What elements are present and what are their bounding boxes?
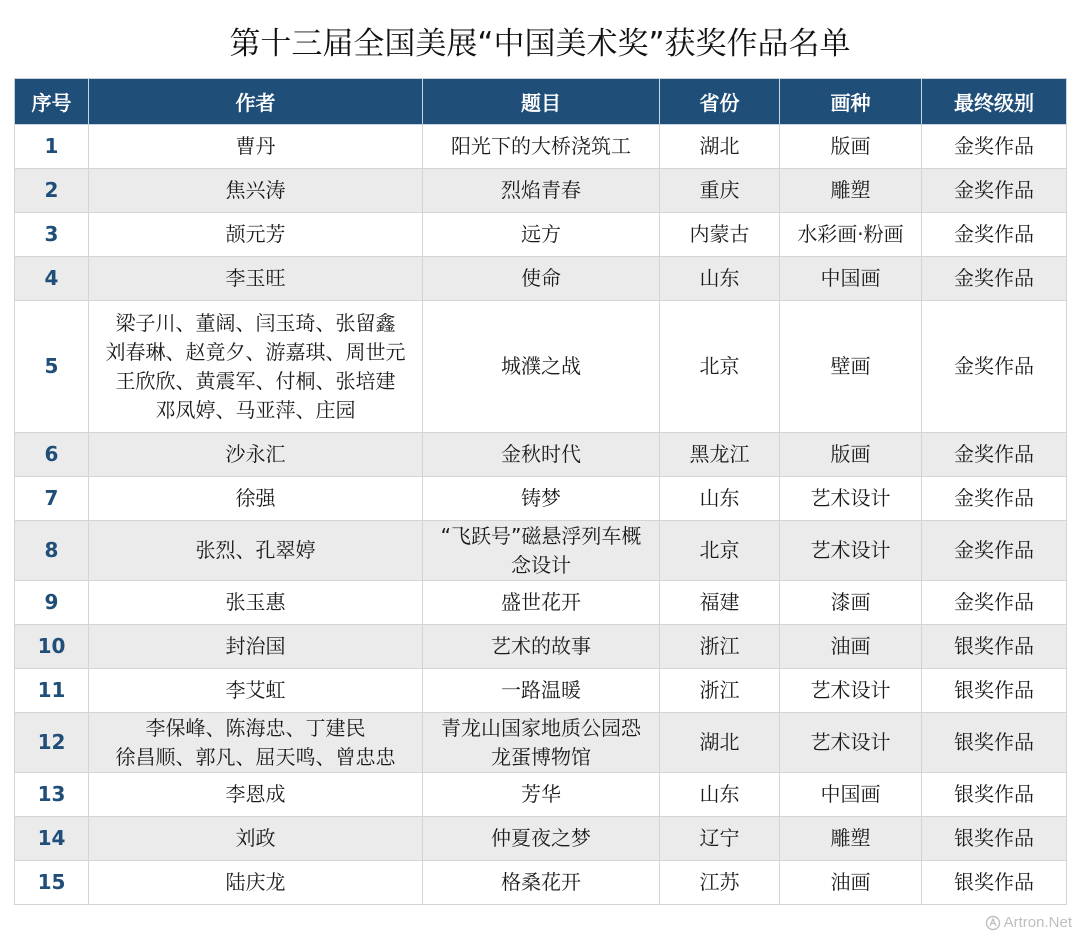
- cell-title: [423, 861, 660, 905]
- cell-province: 福建: [660, 581, 780, 625]
- header-title: 题目: [423, 79, 660, 125]
- cell-authors: [89, 817, 423, 861]
- cell-authors-line: 李艾虹: [225, 678, 286, 702]
- cell-medium: 中国画: [780, 773, 922, 817]
- cell-index: 15: [15, 861, 89, 905]
- table-row: [15, 125, 1067, 169]
- cell-authors: [89, 625, 423, 669]
- table-row: [15, 477, 1067, 521]
- cell-province: 湖北: [660, 713, 780, 773]
- header-index: 序号: [15, 79, 89, 125]
- cell-medium: 中国画: [780, 257, 922, 301]
- cell-index: 12: [15, 713, 89, 773]
- cell-level: 金奖作品: [922, 581, 1067, 625]
- cell-authors-line: 张玉惠: [225, 590, 286, 614]
- cell-title-line: 城濮之战: [501, 354, 581, 378]
- cell-province: 重庆: [660, 169, 780, 213]
- cell-title: [423, 257, 660, 301]
- cell-title-line: 青龙山国家地质公园恐: [441, 715, 641, 740]
- cell-title: [423, 625, 660, 669]
- cell-authors: [89, 301, 423, 433]
- cell-province: 山东: [660, 477, 780, 521]
- cell-province: 北京: [660, 301, 780, 433]
- cell-title-line: 远方: [521, 222, 561, 246]
- cell-title: [423, 213, 660, 257]
- table-row: [15, 433, 1067, 477]
- cell-title: [423, 773, 660, 817]
- cell-province: 浙江: [660, 669, 780, 713]
- cell-level: 金奖作品: [922, 169, 1067, 213]
- cell-province: 辽宁: [660, 817, 780, 861]
- table-row: [15, 713, 1067, 773]
- table-row: [15, 213, 1067, 257]
- cell-level: 金奖作品: [922, 257, 1067, 301]
- cell-title: [423, 477, 660, 521]
- table-row: [15, 581, 1067, 625]
- cell-authors-line: 颉元芳: [225, 222, 286, 246]
- cell-title: [423, 521, 660, 581]
- table-row: [15, 861, 1067, 905]
- cell-level: 金奖作品: [922, 433, 1067, 477]
- page-title: 第十三届全国美展“中国美术奖”获奖作品名单: [229, 26, 851, 62]
- cell-index: 11: [15, 669, 89, 713]
- cell-authors: [89, 477, 423, 521]
- cell-index: 9: [15, 581, 89, 625]
- cell-level: 金奖作品: [922, 477, 1067, 521]
- cell-index: 5: [15, 301, 89, 433]
- cell-authors-line: 刘春琳、赵竟夕、游嘉琪、周世元: [105, 339, 406, 364]
- cell-index: 13: [15, 773, 89, 817]
- cell-province: 江苏: [660, 861, 780, 905]
- cell-level: 银奖作品: [922, 669, 1067, 713]
- cell-authors: [89, 713, 423, 773]
- table-row: [15, 257, 1067, 301]
- table-header-row: [15, 79, 1067, 125]
- cell-title: [423, 817, 660, 861]
- cell-title-line: 金秋时代: [501, 442, 581, 466]
- cell-title-line: 龙蛋博物馆: [491, 744, 591, 769]
- cell-title-line: 仲夏夜之梦: [491, 826, 591, 850]
- cell-index: 10: [15, 625, 89, 669]
- header-level: 最终级别: [922, 79, 1067, 125]
- table-row: [15, 773, 1067, 817]
- cell-title: [423, 125, 660, 169]
- table-row: [15, 169, 1067, 213]
- table-row: [15, 521, 1067, 581]
- cell-index: 14: [15, 817, 89, 861]
- cell-medium: 壁画: [780, 301, 922, 433]
- cell-index: 3: [15, 213, 89, 257]
- cell-authors-line: 梁子川、董阔、闫玉琦、张留鑫: [115, 310, 396, 335]
- cell-index: 1: [15, 125, 89, 169]
- cell-title-line: 一路温暖: [501, 678, 581, 702]
- cell-index: 2: [15, 169, 89, 213]
- cell-level: 银奖作品: [922, 861, 1067, 905]
- cell-authors-line: 刘政: [235, 826, 276, 850]
- cell-title-line: 芳华: [521, 782, 561, 806]
- cell-authors: [89, 521, 423, 581]
- cell-authors-line: 王欣欣、黄震军、付桐、张培建: [115, 368, 396, 393]
- cell-medium: 艺术设计: [780, 669, 922, 713]
- cell-medium: 油画: [780, 625, 922, 669]
- cell-level: 银奖作品: [922, 713, 1067, 773]
- cell-medium: 艺术设计: [780, 521, 922, 581]
- cell-province: 山东: [660, 773, 780, 817]
- watermark-text: Artron.Net: [1003, 914, 1072, 931]
- cell-authors: [89, 773, 423, 817]
- cell-level: 金奖作品: [922, 125, 1067, 169]
- cell-authors-line: 陆庆龙: [225, 870, 286, 894]
- cell-authors-line: 李玉旺: [225, 266, 286, 290]
- table-row: [15, 669, 1067, 713]
- cell-authors-line: 曹丹: [235, 134, 276, 158]
- cell-level: 银奖作品: [922, 625, 1067, 669]
- cell-authors: [89, 433, 423, 477]
- header-medium: 画种: [780, 79, 922, 125]
- cell-medium: 水彩画·粉画: [780, 213, 922, 257]
- cell-province: 湖北: [660, 125, 780, 169]
- cell-authors: [89, 169, 423, 213]
- cell-authors: [89, 669, 423, 713]
- cell-title: [423, 581, 660, 625]
- cell-title: [423, 301, 660, 433]
- table-body: [15, 125, 1067, 905]
- cell-level: 银奖作品: [922, 773, 1067, 817]
- watermark: [985, 914, 1072, 931]
- cell-level: 金奖作品: [922, 521, 1067, 581]
- cell-title: [423, 433, 660, 477]
- cell-authors-line: 张烈、孔翠婷: [195, 538, 316, 562]
- table-row: [15, 301, 1067, 433]
- cell-index: 4: [15, 257, 89, 301]
- cell-level: 金奖作品: [922, 301, 1067, 433]
- cell-title-line: 念设计: [511, 552, 571, 577]
- cell-index: 6: [15, 433, 89, 477]
- cell-authors-line: 邓凤婷、马亚萍、庄园: [155, 397, 356, 422]
- cell-title: [423, 169, 660, 213]
- cell-medium: 漆画: [780, 581, 922, 625]
- cell-authors: [89, 213, 423, 257]
- cell-index: 8: [15, 521, 89, 581]
- cell-authors: [89, 125, 423, 169]
- cell-level: 银奖作品: [922, 817, 1067, 861]
- cell-authors: [89, 257, 423, 301]
- cell-authors-line: 焦兴涛: [225, 178, 286, 202]
- cell-province: 内蒙古: [660, 213, 780, 257]
- cell-authors-line: 徐昌顺、郭凡、屈天鸣、曾忠忠: [115, 744, 396, 769]
- cell-title-line: 阳光下的大桥浇筑工: [451, 134, 631, 158]
- cell-title-line: 艺术的故事: [491, 634, 591, 658]
- cell-title-line: 盛世花开: [501, 590, 581, 614]
- cell-medium: 版画: [780, 433, 922, 477]
- cell-medium: 雕塑: [780, 169, 922, 213]
- artron-logo-icon: [985, 915, 1001, 931]
- header-province: 省份: [660, 79, 780, 125]
- cell-authors-line: 封治国: [225, 634, 286, 658]
- cell-title-line: 烈焰青春: [501, 178, 581, 202]
- cell-medium: 雕塑: [780, 817, 922, 861]
- cell-authors-line: 李恩成: [225, 782, 286, 806]
- cell-title-line: 铸梦: [521, 486, 561, 510]
- cell-authors-line: 李保峰、陈海忠、丁建民: [145, 715, 366, 740]
- header-author: 作者: [89, 79, 423, 125]
- cell-authors: [89, 581, 423, 625]
- cell-medium: 版画: [780, 125, 922, 169]
- cell-level: 金奖作品: [922, 213, 1067, 257]
- table-row: [15, 625, 1067, 669]
- cell-province: 山东: [660, 257, 780, 301]
- table-row: [15, 817, 1067, 861]
- cell-authors: [89, 861, 423, 905]
- cell-medium: 艺术设计: [780, 713, 922, 773]
- cell-title-line: 格桑花开: [501, 870, 581, 894]
- cell-title: [423, 669, 660, 713]
- cell-title-line: 使命: [521, 266, 561, 290]
- cell-title: [423, 713, 660, 773]
- cell-medium: 艺术设计: [780, 477, 922, 521]
- cell-authors-line: 沙永汇: [225, 442, 286, 466]
- cell-title-line: “飞跃号”磁悬浮列车概: [440, 523, 642, 548]
- award-table: [14, 78, 1067, 905]
- cell-medium: 油画: [780, 861, 922, 905]
- cell-province: 北京: [660, 521, 780, 581]
- cell-authors-line: 徐强: [235, 486, 276, 510]
- cell-index: 7: [15, 477, 89, 521]
- cell-province: 浙江: [660, 625, 780, 669]
- cell-province: 黑龙江: [660, 433, 780, 477]
